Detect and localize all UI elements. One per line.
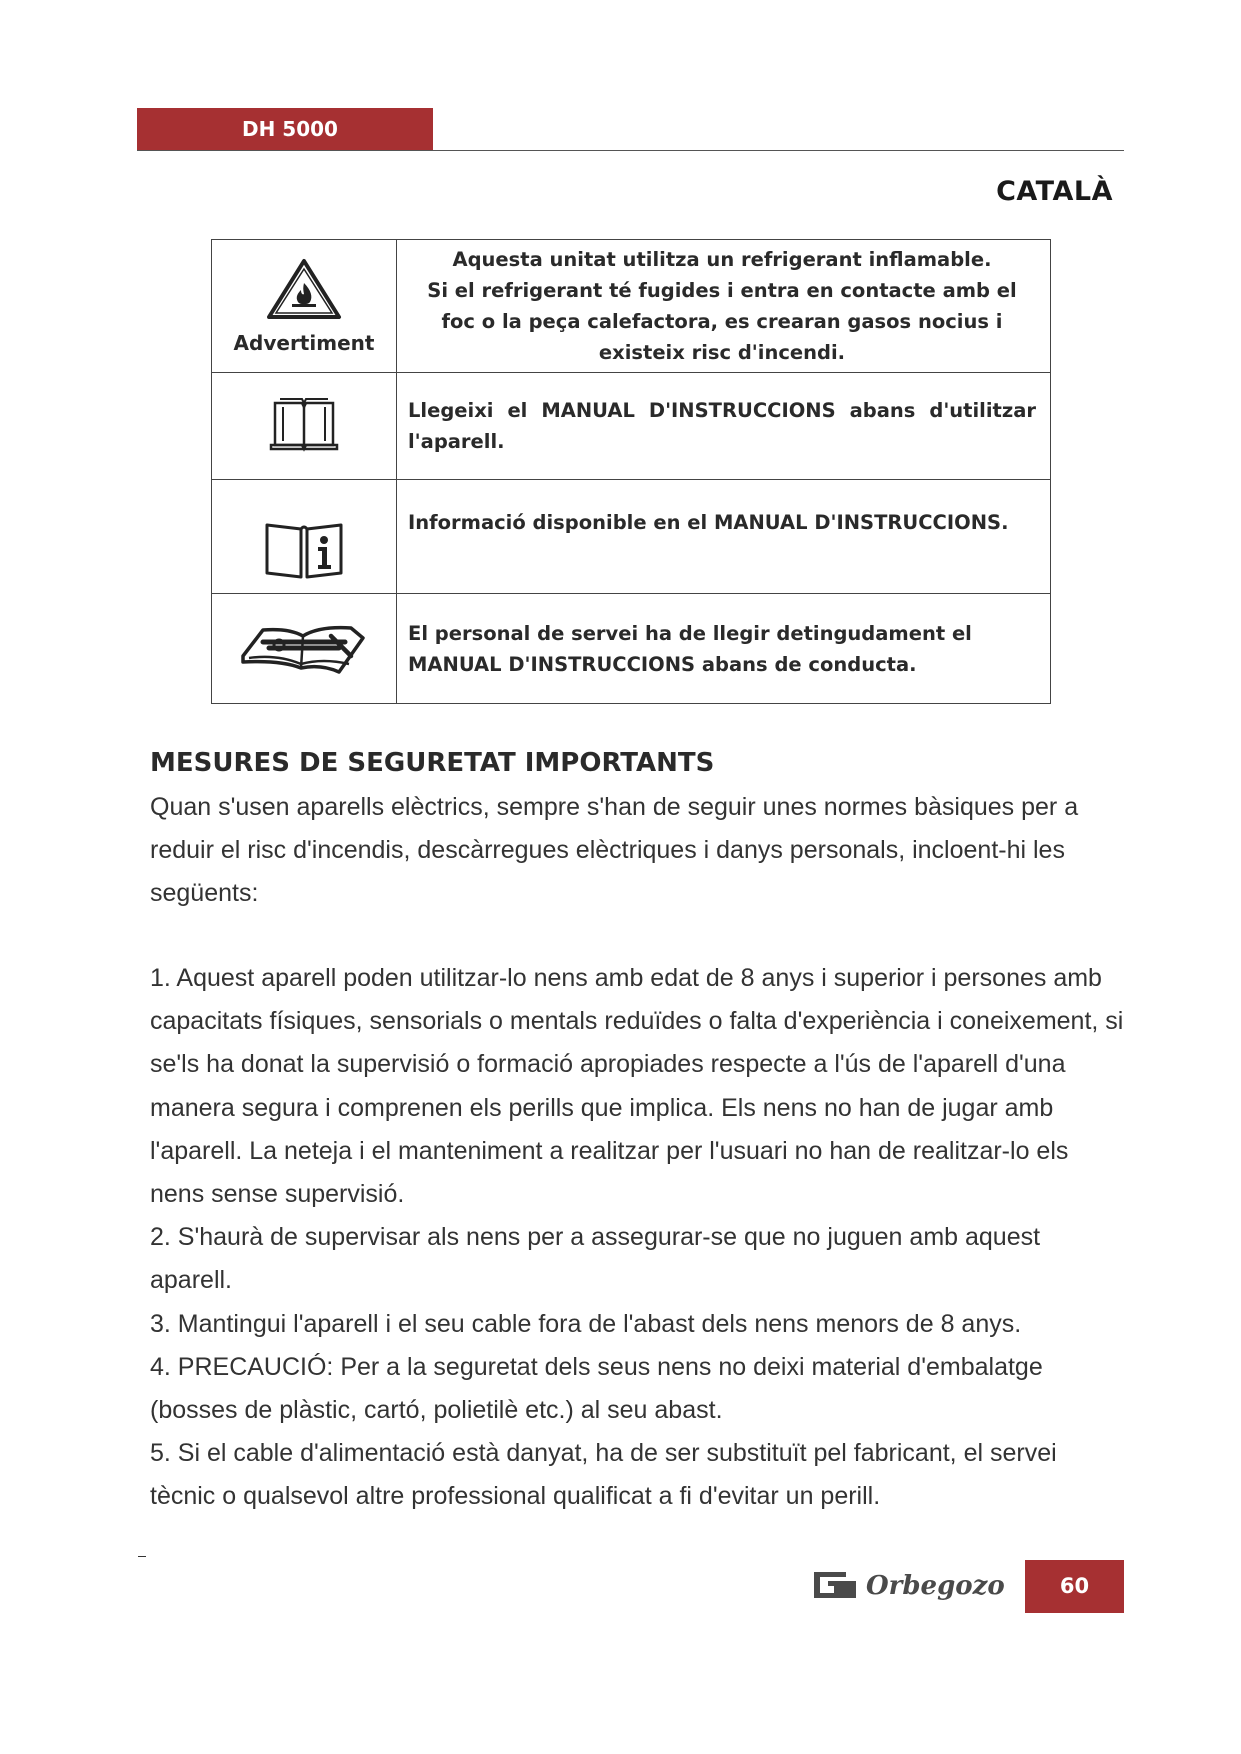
safety-intro: Quan s'usen aparells elèctrics, sempre s'han de seguir unes normes bàsiques per a reduir el risc d'incendis, descàrregues elèctriques i danys personals, incloent-hi les següents: xyxy=(150,793,1079,908)
section-title: MESURES DE SEGURETAT IMPORTANTS xyxy=(150,748,715,778)
symbol-text-cell xyxy=(397,240,1051,373)
margin-dash xyxy=(138,1556,146,1557)
header-divider xyxy=(137,150,1124,151)
list-item: 1. Aquest aparell poden utilitzar-lo nens amb edat de 8 anys i superior i persones amb capacitats físiques, sensorials o mentals reduïdes o falta d'experiència i coneixement, si se'ls ha donat la supervisió o formació apropiades respecte a l'ús de l'aparell d'una manera segura i comprenen els perills que implica. Els nens no han de jugar amb l'aparell. La neteja i el manteniment a realitzar per l'usuari no han de realitzar-lo els nens sense supervisió. xyxy=(150,964,1124,1209)
read-manual-icon xyxy=(269,395,339,453)
list-item: 2. S'haurà de supervisar als nens per a assegurar-se que no juguen amb aquest aparell. xyxy=(150,1223,1041,1295)
info-text: Informació disponible en el MANUAL D'INSTRUCCIONS. xyxy=(408,511,1009,534)
page-number: 60 xyxy=(1025,1560,1124,1613)
safety-list xyxy=(150,957,1125,1519)
symbol-text-cell xyxy=(397,480,1051,594)
model-tab xyxy=(137,108,433,150)
warning-label: Advertiment xyxy=(233,331,375,355)
symbol-row-read-manual xyxy=(212,373,1051,480)
warning-text-line-1: Aquesta unitat utilitza un refrigerant inflamable. xyxy=(452,248,992,271)
language-title: CATALÀ xyxy=(996,176,1113,207)
list-item: 5. Si el cable d'alimentació està danyat, ha de ser substituït pel fabricant, el servei tècnic o qualsevol altre professional qualificat a fi d'evitar un perill. xyxy=(150,1439,1057,1511)
service-manual-icon xyxy=(239,616,369,678)
symbol-row-info xyxy=(212,480,1051,594)
symbol-icon-cell xyxy=(212,480,397,594)
flammable-warning-icon xyxy=(266,257,342,321)
manual-info-icon xyxy=(263,519,345,579)
model-name: DH 5000 xyxy=(242,117,338,141)
symbol-row-warning xyxy=(212,240,1051,373)
brand-logo xyxy=(812,1566,1012,1606)
symbol-icon-cell xyxy=(212,240,397,373)
symbols-table xyxy=(211,239,1051,704)
symbol-icon-cell xyxy=(212,373,397,480)
symbol-text-cell: Llegeixi el MANUAL D'INSTRUCCIONS abans d'utilitzar l'aparell. xyxy=(397,373,1051,480)
symbol-row-service xyxy=(212,594,1051,704)
symbol-text-cell: El personal de servei ha de llegir detingudament el MANUAL D'INSTRUCCIONS abans de conducta. xyxy=(397,594,1051,704)
svg-text:Orbegozo: Orbegozo xyxy=(866,1571,1005,1601)
list-item: 3. Mantingui l'aparell i el seu cable fora de l'abast dels nens menors de 8 anys. xyxy=(150,1309,1022,1338)
warning-text-line-2: Si el refrigerant té fugides i entra en contacte amb el foc o la peça calefactora, es crearan gasos nocius i existeix risc d'incendi. xyxy=(427,279,1017,364)
list-item: 4. PRECAUCIÓ: Per a la seguretat dels seus nens no deixi material d'embalatge (bosses de plàstic, cartó, polietilè etc.) al seu abast. xyxy=(150,1352,1043,1425)
symbol-icon-cell xyxy=(212,594,397,704)
